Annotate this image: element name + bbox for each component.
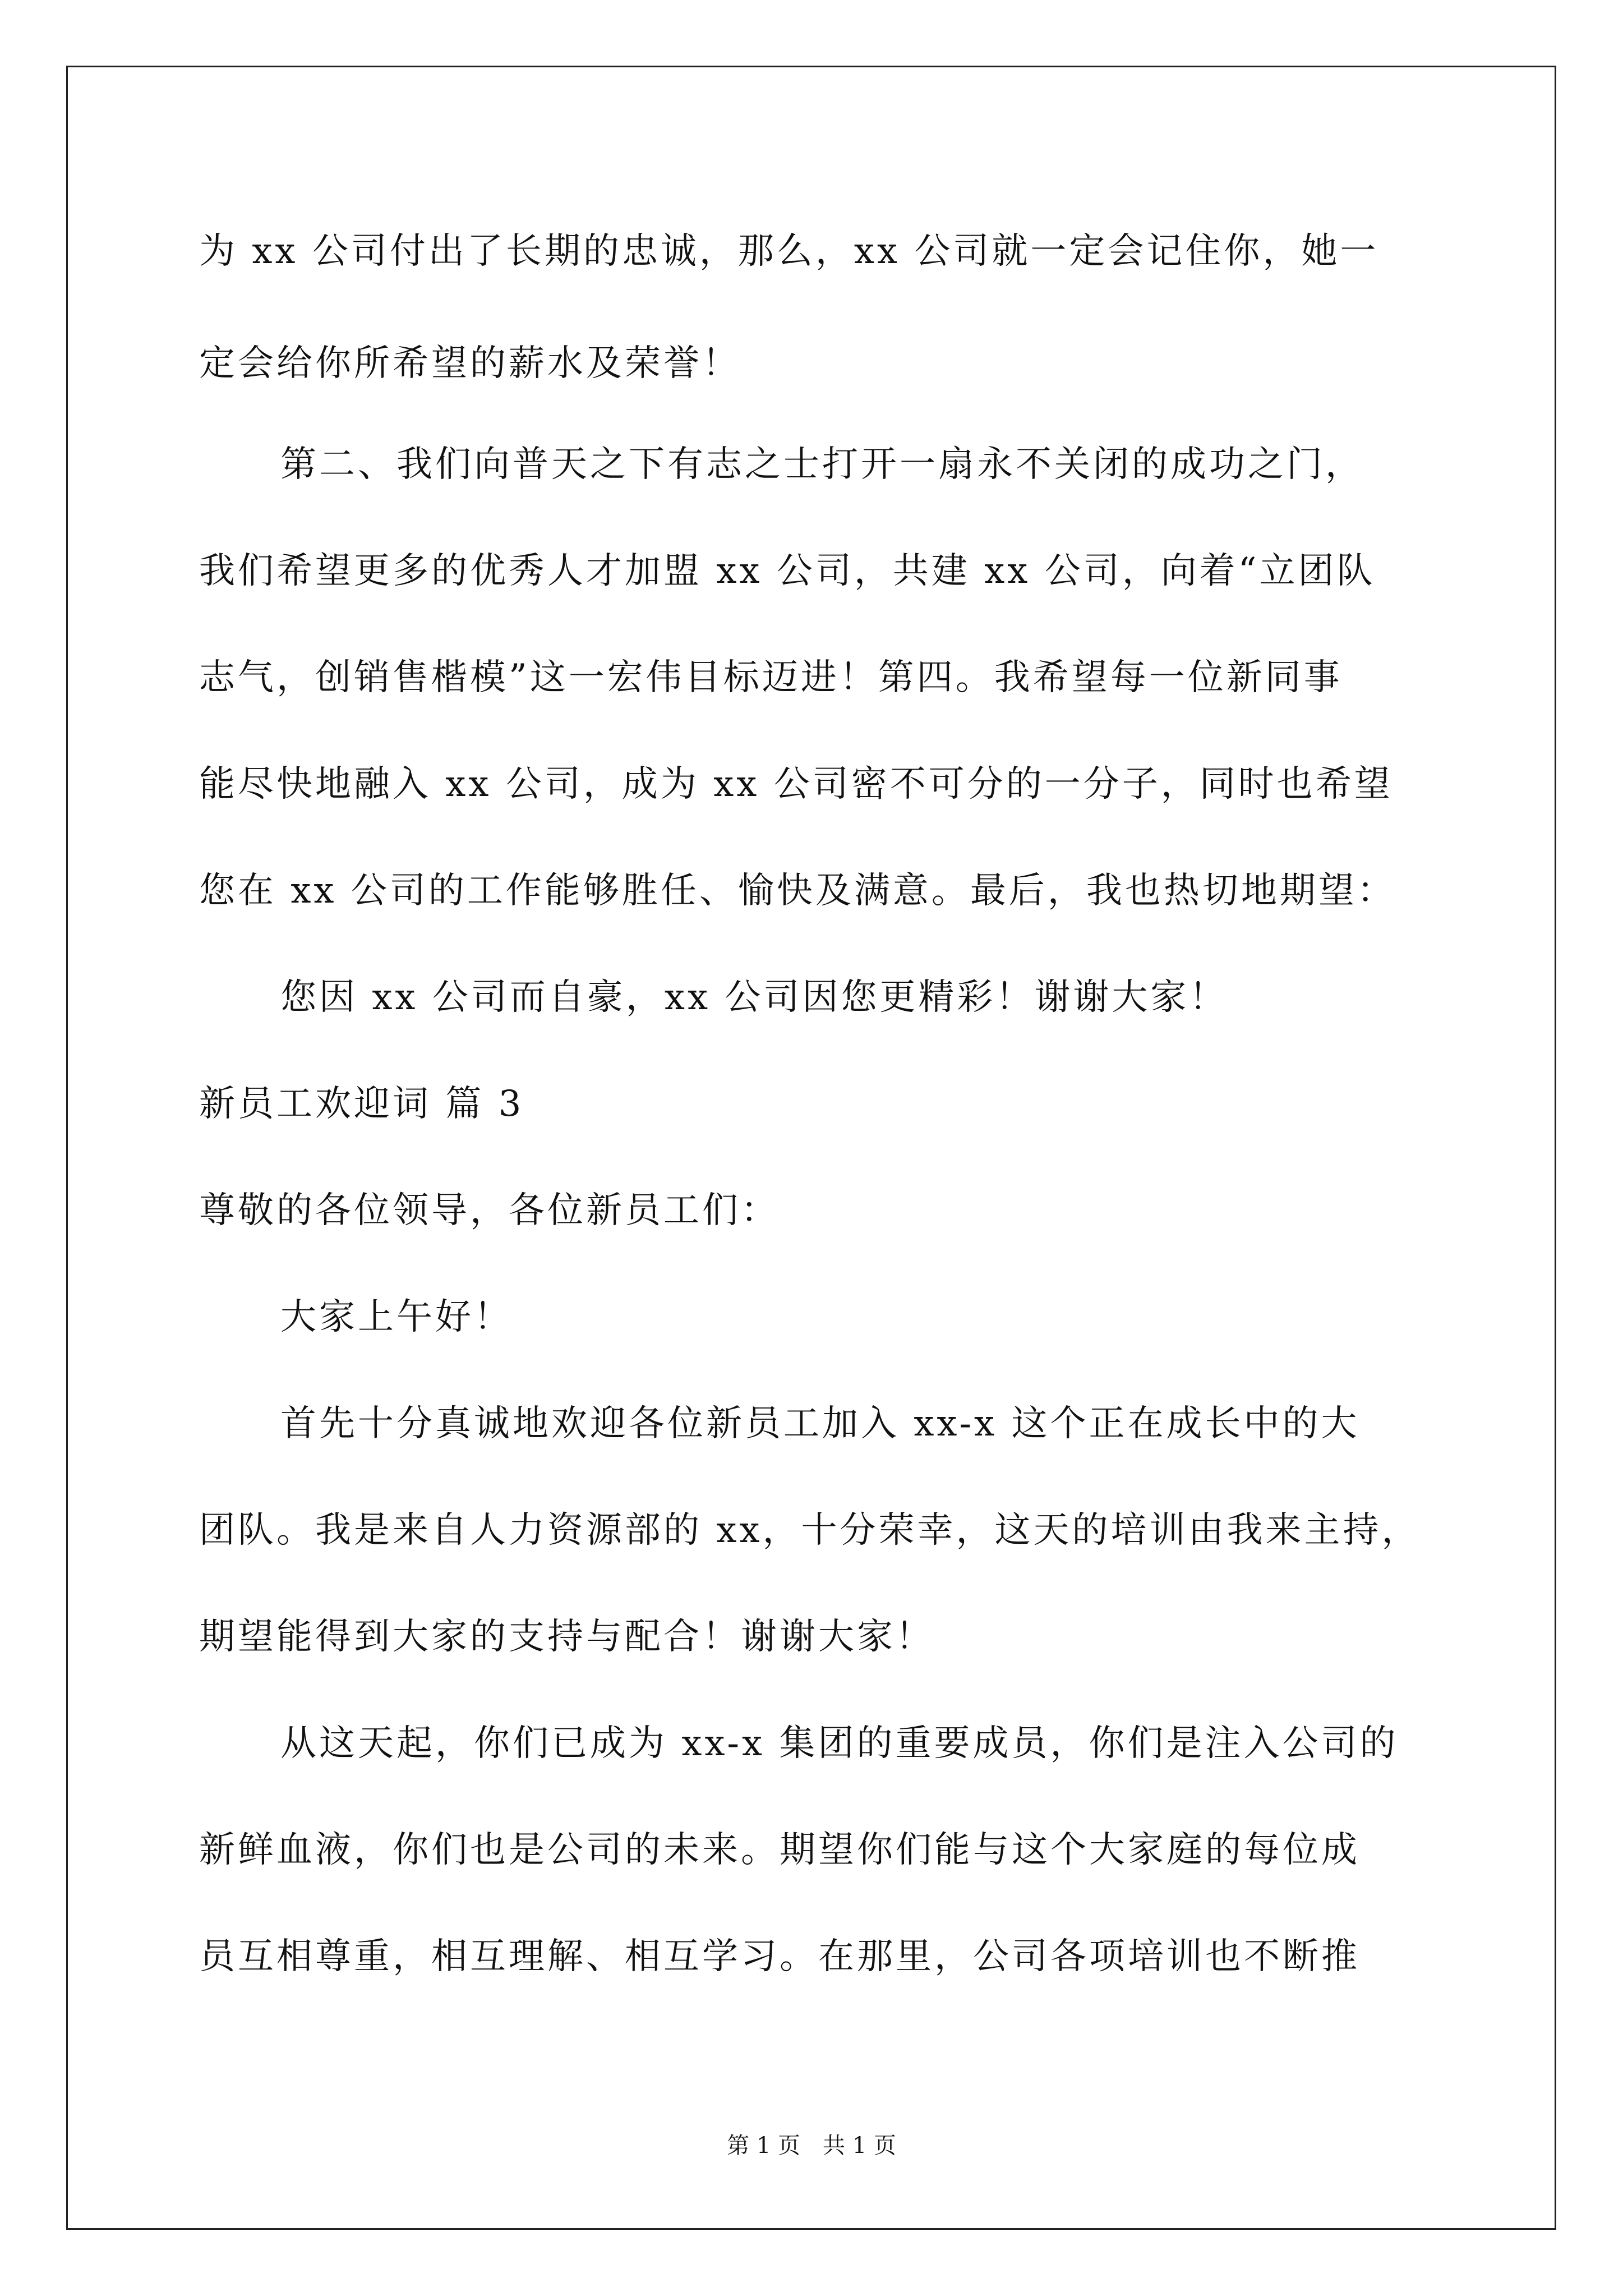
body-line: 员互相尊重，相互理解、相互学习。在那里，公司各项培训也不断推 <box>199 1936 1360 1977</box>
page-number-footer: 第 1 页 共 1 页 <box>727 2133 896 2159</box>
greeting: 大家上午好！ <box>280 1296 513 1338</box>
body-line: 从这天起，你们已成为 xx-x 集团的重要成员，你们是注入公司的 <box>280 1723 1399 1764</box>
body-line: 您因 xx 公司而自豪，xx 公司因您更精彩！谢谢大家！ <box>280 977 1228 1018</box>
body-line: 首先十分真诚地欢迎各位新员工加入 xx-x 这个正在成长中的大 <box>280 1403 1360 1444</box>
body-line: 我们希望更多的优秀人才加盟 xx 公司，共建 xx 公司，向着“立团队 <box>199 550 1376 592</box>
body-line: 第二、我们向普天之下有志之士打开一扇永不关闭的成功之门， <box>280 444 1364 485</box>
body-line: 定会给你所希望的薪水及荣誉！ <box>199 343 741 384</box>
body-line: 团队。我是来自人力资源部的 xx，十分荣幸，这天的培训由我来主持， <box>199 1510 1421 1551</box>
page-border <box>66 66 1556 2230</box>
section-heading: 新员工欢迎词 篇 3 <box>199 1083 524 1125</box>
body-line: 志气，创销售楷模”这一宏伟目标迈进！第四。我希望每一位新同事 <box>199 657 1343 698</box>
body-line: 期望能得到大家的支持与配合！谢谢大家！ <box>199 1616 934 1658</box>
body-line: 为 xx 公司付出了长期的忠诚，那么，xx 公司就一定会记住你，她一 <box>199 231 1379 272</box>
salutation: 尊敬的各位领导，各位新员工们： <box>199 1190 780 1231</box>
body-line: 新鲜血液，你们也是公司的未来。期望你们能与这个大家庭的每位成 <box>199 1829 1360 1871</box>
body-line: 您在 xx 公司的工作能够胜任、愉快及满意。最后，我也热切地期望： <box>199 870 1396 912</box>
body-line: 能尽快地融入 xx 公司，成为 xx 公司密不可分的一分子，同时也希望 <box>199 763 1393 805</box>
